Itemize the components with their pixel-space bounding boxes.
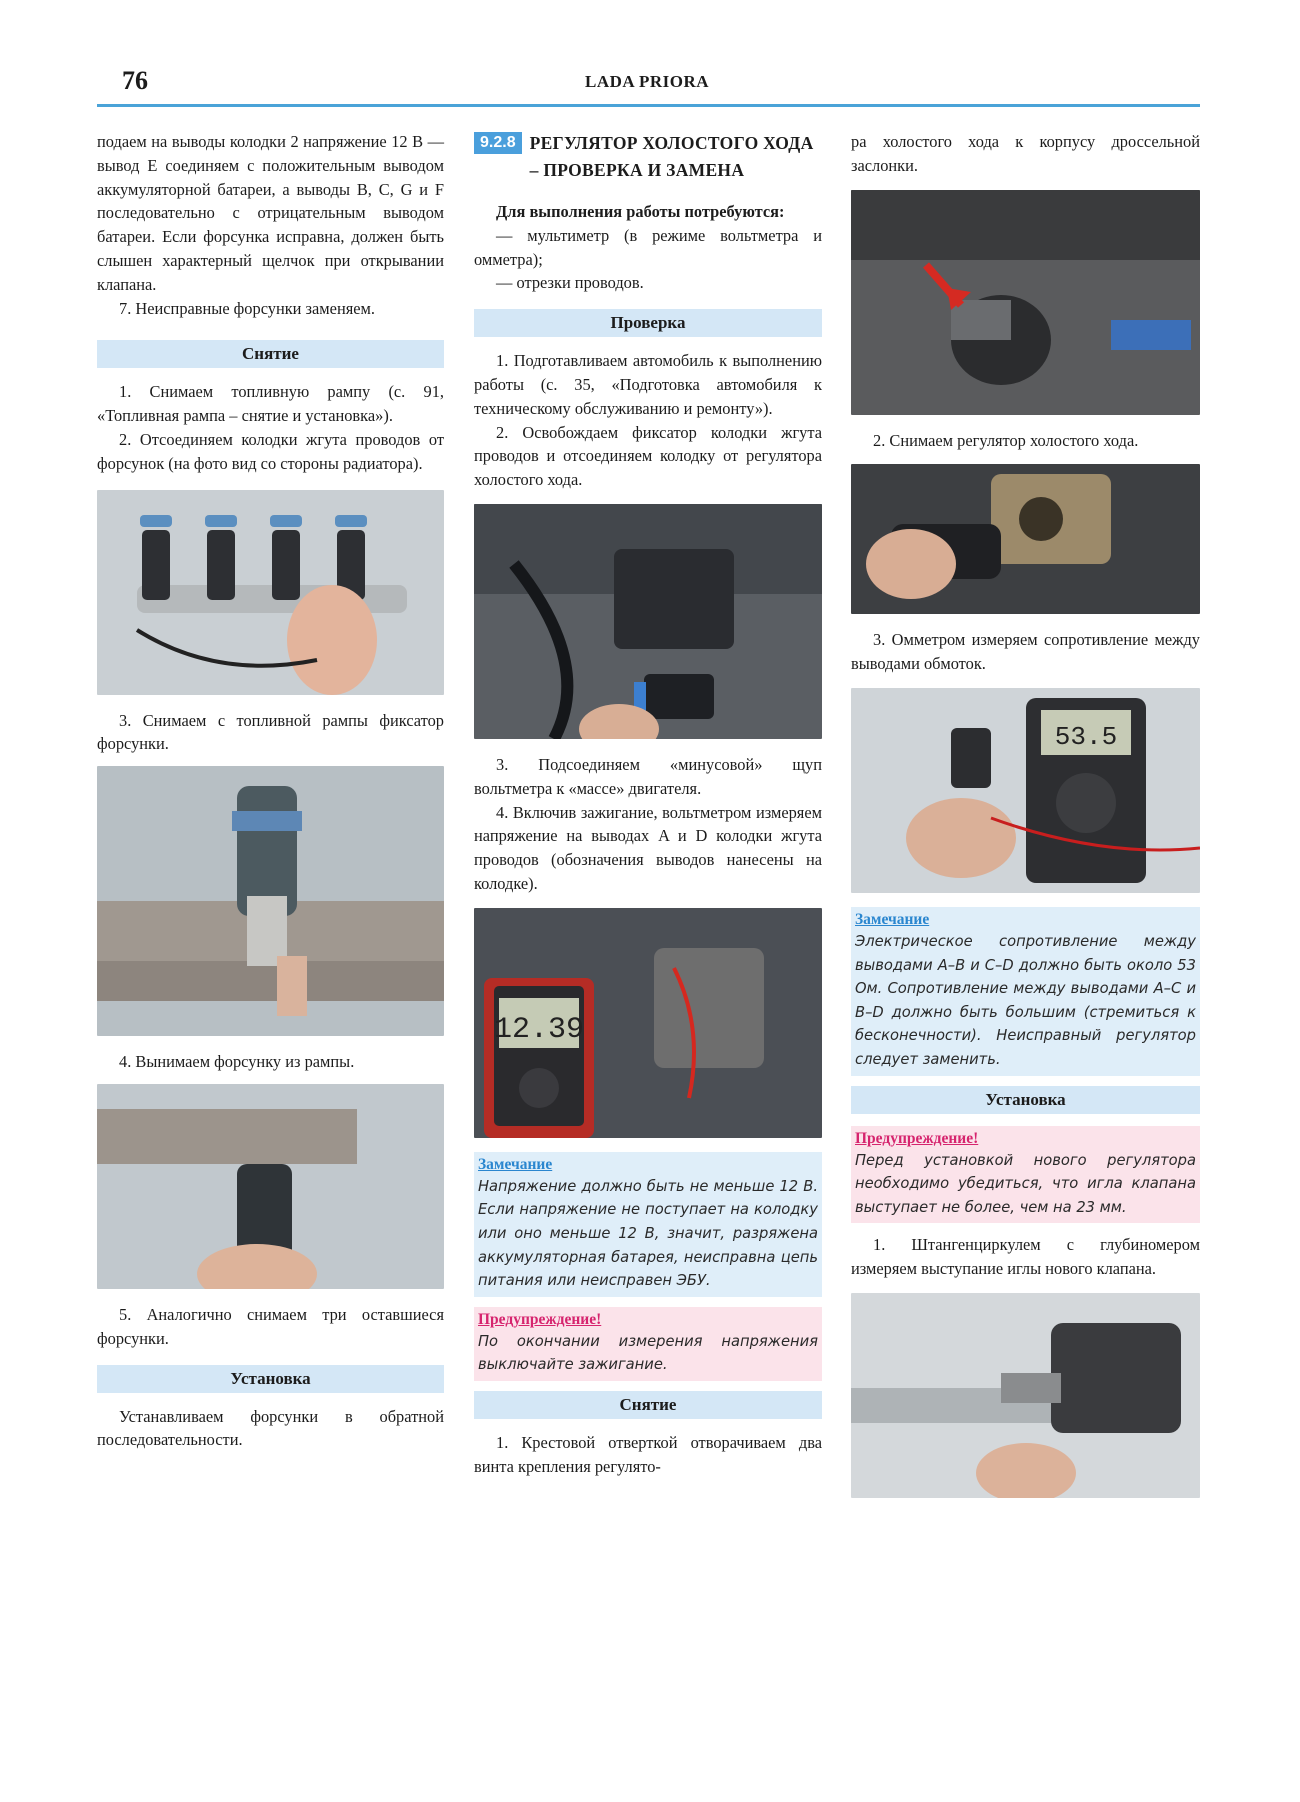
header-rule	[97, 104, 1200, 107]
photo-ohmmeter	[851, 688, 1200, 893]
column-right	[851, 130, 1200, 1512]
paragraph: 3. Снимаем с топливной рампы фиксатор форсунки.	[97, 710, 444, 754]
photo-injector-clip	[97, 766, 444, 1036]
warning-box	[474, 1307, 822, 1381]
note-title: Замечание	[855, 910, 930, 928]
ohmmeter-readout: 53.5	[1054, 721, 1118, 752]
paragraph: 4. Вынимаем форсунку из рампы.	[119, 1052, 355, 1072]
section-bar-removal: Снятие	[97, 340, 444, 368]
photo-injector-removal	[97, 1084, 444, 1289]
note-box	[474, 1152, 822, 1297]
paragraph: 3. Подсоединяем «минусовой» щуп вольтметра к «массе» двигателя.	[474, 754, 822, 798]
warning-box	[851, 1126, 1200, 1224]
note-text: Электрическое сопротивление между выводами A–B и C–D должно быть около 53 Ом. Сопротивление между выводами A–C и B–D должно быть большим (стремиться к бесконечности). Неисправный регулятор следует заменить.	[855, 932, 1196, 1068]
paragraph: 3. Омметром измеряем сопротивление между выводами обмоток.	[851, 630, 1200, 674]
paragraph: подаем на выводы колодки 2 напряжение 12 В — вывод Е соединяем с положительным выводом аккумуляторной батареи, а выводы B, C, G и F последовательно с отрицательным выводом батареи. Если форсунка исправна, должен быть слышен характерный щелчок при открывании клапана.	[97, 132, 444, 294]
column-left	[97, 130, 444, 1452]
warning-text: Перед установкой нового регулятора необходимо убедиться, что игла клапана выступает не более, чем на 23 мм.	[855, 1151, 1196, 1216]
section-title: РЕГУЛЯТОР ХОЛОСТОГО ХОДА – ПРОВЕРКА И ЗАМЕНА	[529, 133, 814, 180]
warning-title: Предупреждение!	[478, 1310, 602, 1328]
paragraph: 1. Крестовой отверткой отворачиваем два винта крепления регулято-	[474, 1432, 822, 1476]
paragraph: 2. Освобождаем фиксатор колодки жгута проводов и отсоединяем колодку от регулятора холостого хода.	[474, 422, 822, 490]
photo-connector-disconnect	[474, 504, 822, 739]
section-bar-installation: Установка	[851, 1086, 1200, 1114]
warning-text: По окончании измерения напряжения выключайте зажигание.	[478, 1332, 818, 1374]
note-box	[851, 907, 1200, 1076]
paragraph: ра холостого хода к корпусу дроссельной заслонки.	[851, 132, 1200, 175]
paragraph: 1. Штангенциркулем с глубиномером измеряем выступание иглы нового клапана.	[851, 1235, 1200, 1279]
note-title: Замечание	[478, 1155, 553, 1173]
page-number: 76	[122, 66, 148, 95]
paragraph: Устанавливаем форсунки в обратной последовательности.	[97, 1406, 444, 1450]
photo-injector-connectors	[97, 490, 444, 695]
paragraph: 7. Неисправные форсунки заменяем.	[119, 298, 376, 318]
paragraph: 4. Включив зажигание, вольтметром измеряем напряжение на выводах A и D колодки жгута проводов (обозначения выводов нанесены на колодке).	[474, 802, 822, 893]
note-text: Напряжение должно быть не меньше 12 В. Если напряжение не поступает на колодку или оно меньше 12 В, значит, разряжена аккумуляторная батарея, неисправна цепь питания или неисправен ЭБУ.	[478, 1177, 818, 1290]
paragraph: 2. Отсоединяем колодки жгута проводов от форсунок (на фото вид со стороны радиатора).	[97, 429, 444, 473]
photo-caliper-measure	[851, 1293, 1200, 1498]
paragraph: 1. Снимаем топливную рампу (с. 91, «Топливная рампа – снятие и установка»).	[97, 382, 444, 426]
voltmeter-readout: 12.39	[493, 1012, 585, 1047]
photo-regulator-removed	[851, 464, 1200, 614]
section-bar-check: Проверка	[474, 309, 822, 337]
section-bar-installation: Установка	[97, 1365, 444, 1393]
section-bar-removal: Снятие	[474, 1391, 822, 1419]
paragraph: 2. Снимаем регулятор холостого хода.	[873, 430, 1139, 450]
photo-idle-regulator-location	[851, 190, 1200, 415]
paragraph: 5. Аналогично снимаем три оставшиеся форсунки.	[97, 1304, 444, 1348]
warning-title: Предупреждение!	[855, 1129, 979, 1147]
running-title: LADA PRIORA	[585, 72, 710, 91]
column-middle	[474, 130, 822, 1479]
section-heading	[474, 130, 822, 184]
section-number: 9.2.8	[474, 132, 522, 154]
requirements-heading: Для выполнения работы потребуются:	[496, 202, 785, 221]
photo-voltmeter	[474, 908, 822, 1138]
requirement-item: — отрезки проводов.	[496, 273, 644, 293]
requirement-item: — мультиметр (в режиме вольтметра и омметра);	[474, 225, 822, 269]
paragraph: 1. Подготавливаем автомобиль к выполнению работы (с. 35, «Подготовка автомобиля к техническому обслуживанию и ремонту»).	[474, 351, 822, 418]
